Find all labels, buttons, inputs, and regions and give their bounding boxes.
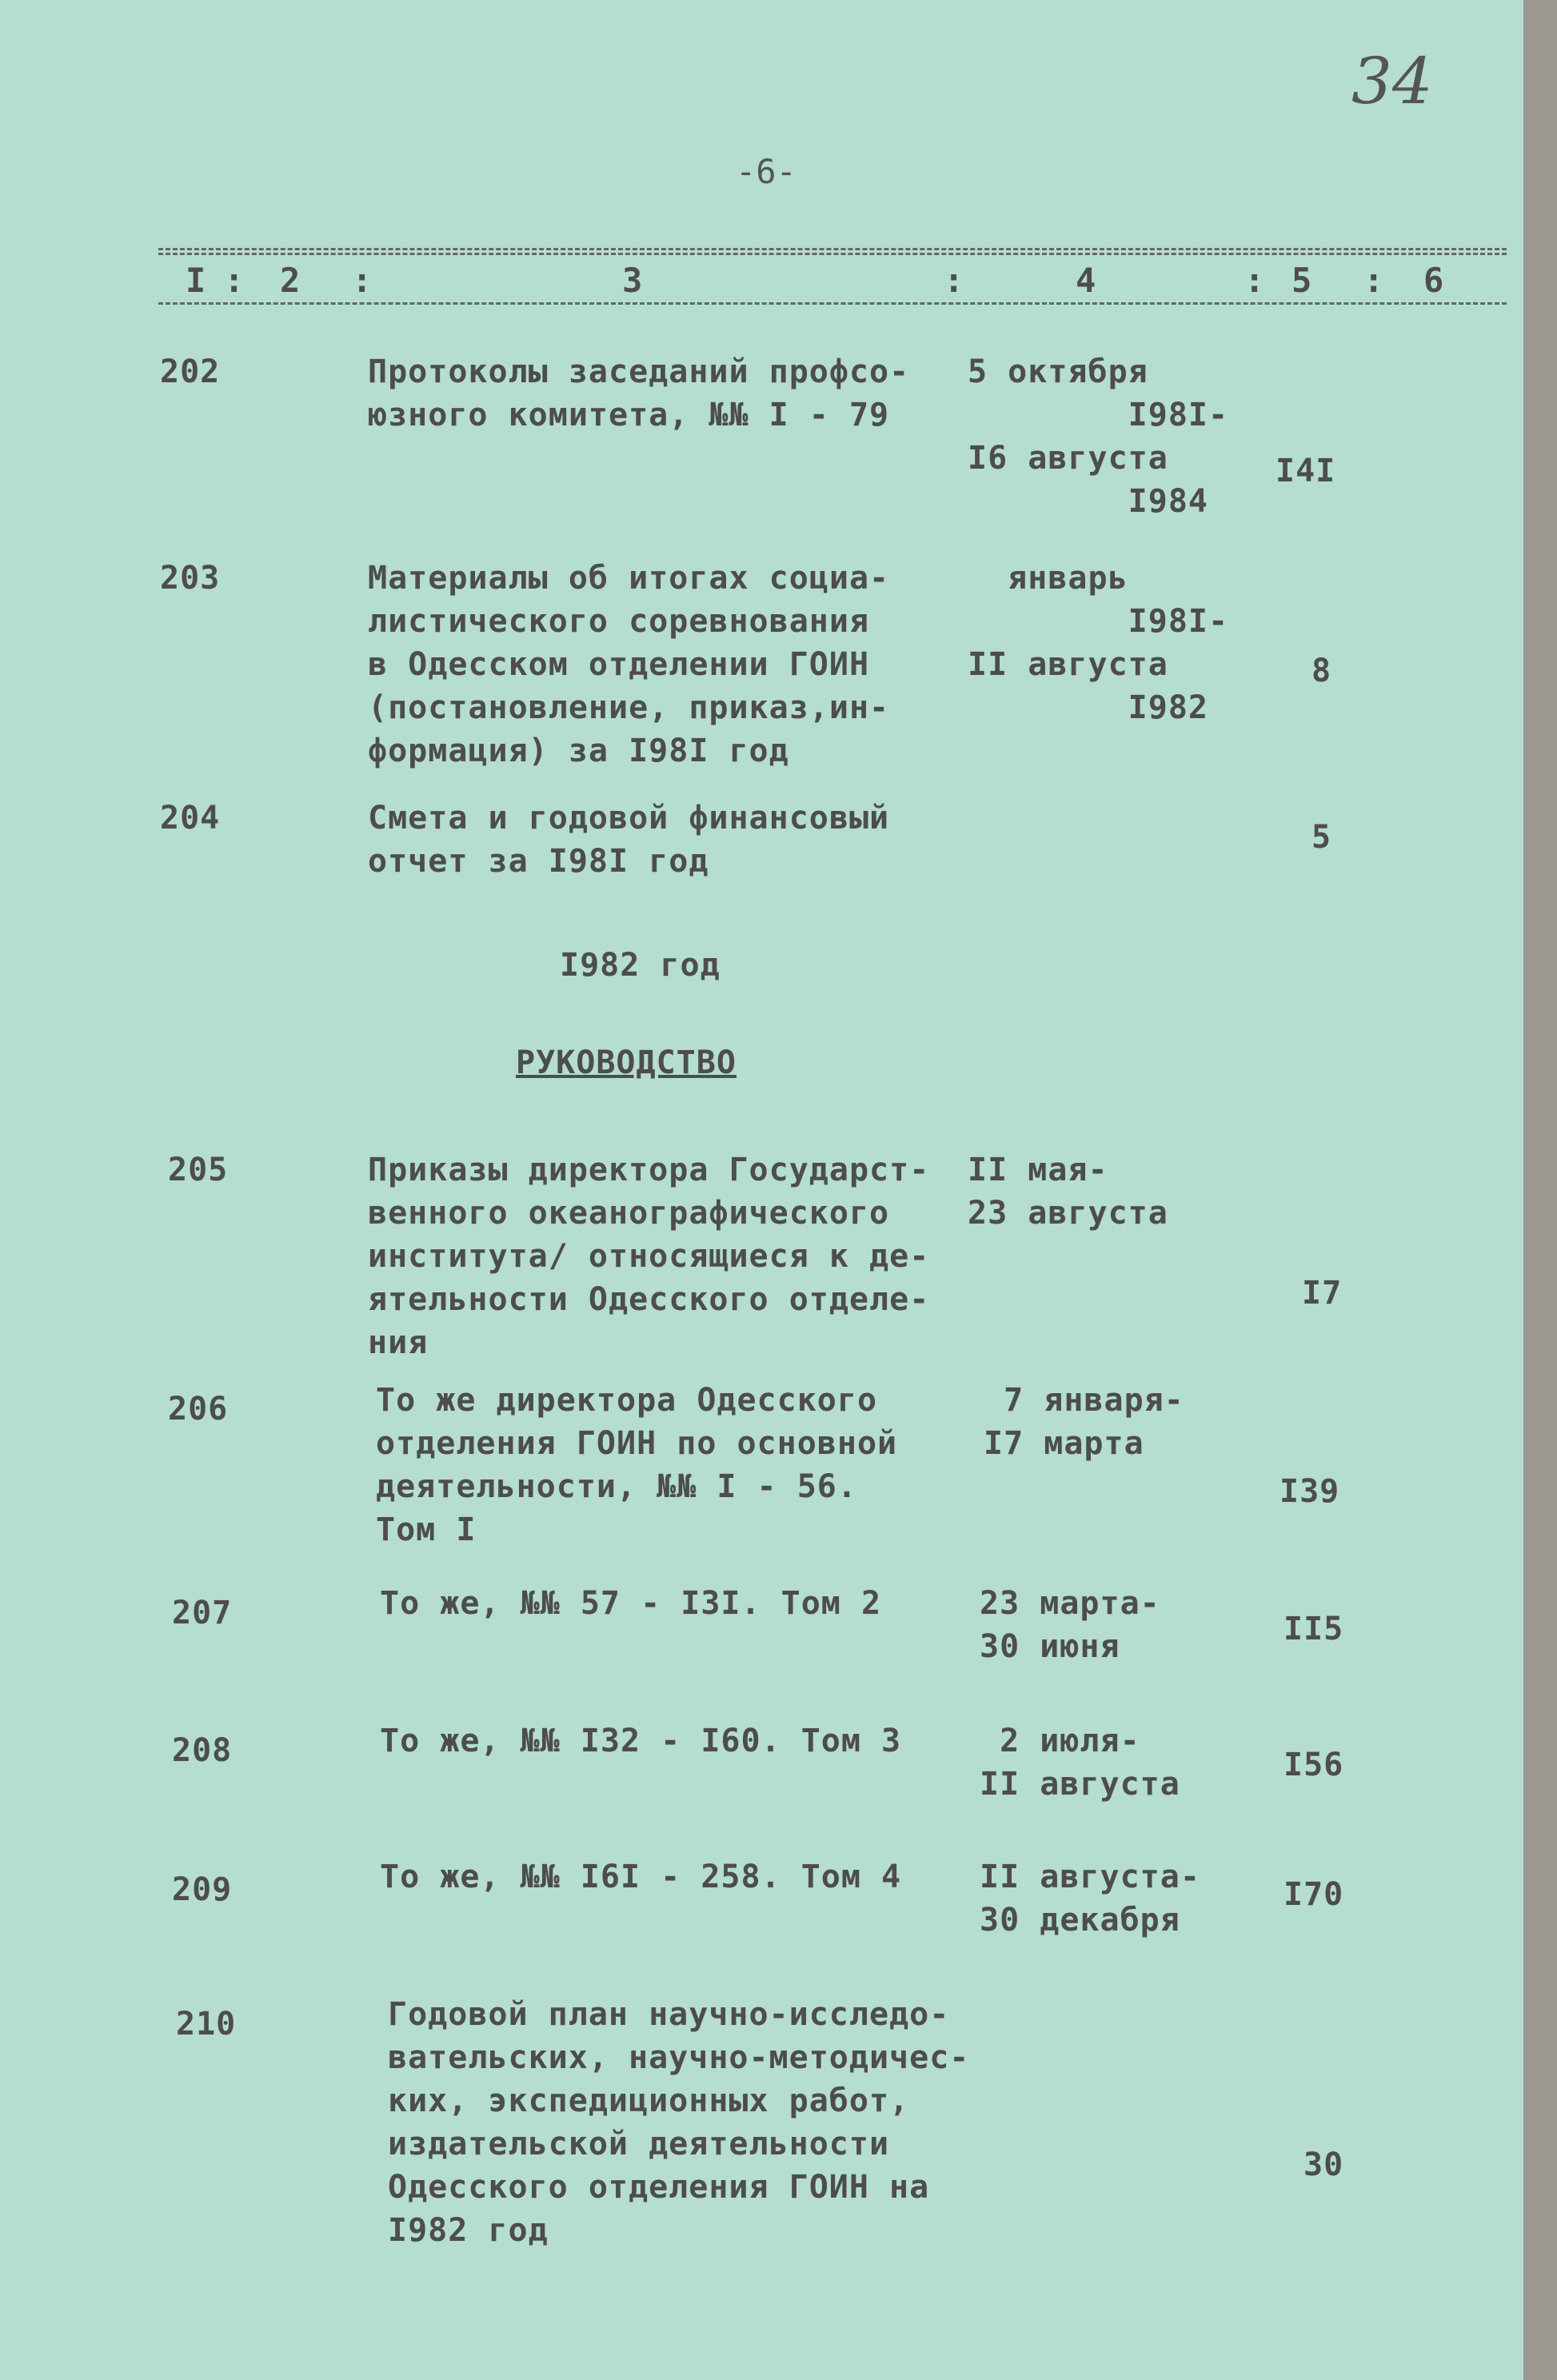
header-rule-top-2 bbox=[158, 253, 1507, 255]
col-header-3: 3 bbox=[622, 261, 643, 300]
entry-title: Смета и годовой финансовый отчет за I98I год bbox=[368, 800, 890, 880]
handwritten-folio-number: 34 bbox=[1351, 44, 1433, 118]
entry-dates: 5 октября I98I- I6 августа I984 bbox=[968, 353, 1229, 520]
col-header-5: 5 bbox=[1292, 261, 1312, 300]
col-header-1: I bbox=[186, 261, 206, 300]
entry-dates: январь I98I- II августа I982 bbox=[968, 560, 1229, 726]
section-title: РУКОВОДСТВО bbox=[516, 1044, 737, 1081]
entry-pages: I7 bbox=[1302, 1275, 1343, 1312]
entry-dates: II августа- 30 декабря bbox=[980, 1859, 1200, 1939]
entry-number: 205 bbox=[168, 1152, 229, 1188]
col-header-2: 2 bbox=[280, 261, 301, 300]
header-rule-top bbox=[158, 248, 1507, 250]
entry-pages: I39 bbox=[1280, 1473, 1340, 1510]
entry-number: 206 bbox=[168, 1391, 229, 1428]
col-header-sep: : bbox=[224, 261, 245, 300]
entry-pages: II5 bbox=[1284, 1611, 1344, 1647]
entry-pages: 30 bbox=[1303, 2146, 1344, 2183]
col-header-sep: : bbox=[1363, 261, 1384, 300]
entry-number: 208 bbox=[172, 1732, 233, 1769]
entry-pages: I4I bbox=[1276, 453, 1336, 489]
entry-dates: 2 июля- II августа bbox=[980, 1723, 1180, 1803]
entry-title: Годовой план научно-исследо- вательских, научно-методичес- ких, экспедиционных работ, издательской деятельности Одесского отделения ГОИН на I982 год bbox=[388, 1996, 970, 2249]
col-header-sep: : bbox=[352, 261, 373, 300]
entry-pages: I56 bbox=[1284, 1747, 1344, 1783]
entry-dates: 23 марта- 30 июня bbox=[980, 1585, 1160, 1665]
entry-number: 210 bbox=[176, 2006, 237, 2043]
entry-pages: I70 bbox=[1284, 1876, 1344, 1913]
entry-title: То же, №№ I32 - I60. Том 3 bbox=[380, 1723, 902, 1759]
entry-title: То же, №№ I6I - 258. Том 4 bbox=[380, 1859, 902, 1895]
page-number: -6- bbox=[736, 152, 796, 191]
entry-number: 207 bbox=[172, 1595, 233, 1631]
entry-title: Приказы директора Государст- венного океанографического института/ относящиеся к де- ятельности Одесского отделе- ния bbox=[368, 1152, 930, 1361]
header-rule-bottom bbox=[158, 302, 1507, 305]
entry-pages: 5 bbox=[1311, 819, 1332, 856]
col-header-4: 4 bbox=[1076, 261, 1096, 300]
entry-number: 204 bbox=[160, 800, 221, 837]
col-header-sep: : bbox=[944, 261, 964, 300]
entry-pages: 8 bbox=[1311, 653, 1332, 689]
entry-title: Материалы об итогах социа- листического соревнования в Одесском отделении ГОИН (постановление, приказ,ин- формация) за I98I год bbox=[368, 560, 890, 769]
col-header-sep: : bbox=[1244, 261, 1265, 300]
entry-number: 203 bbox=[160, 560, 221, 597]
entry-dates: 7 января- I7 марта bbox=[984, 1382, 1184, 1462]
entry-number: 209 bbox=[172, 1871, 233, 1908]
entry-title: То же, №№ 57 - I3I. Том 2 bbox=[380, 1585, 882, 1622]
entry-number: 202 bbox=[160, 353, 221, 390]
entry-title: Протоколы заседаний профсо- юзного комитета, №№ I - 79 bbox=[368, 353, 910, 433]
col-header-6: 6 bbox=[1423, 261, 1444, 300]
page-edge bbox=[1523, 0, 1557, 2380]
entry-dates: II мая- 23 августа bbox=[968, 1152, 1168, 1232]
section-year: I982 год bbox=[560, 947, 721, 984]
page-number-value: 6 bbox=[756, 152, 777, 191]
entry-title: То же директора Одесского отделения ГОИН по основной деятельности, №№ I - 56. Том I bbox=[376, 1382, 898, 1548]
